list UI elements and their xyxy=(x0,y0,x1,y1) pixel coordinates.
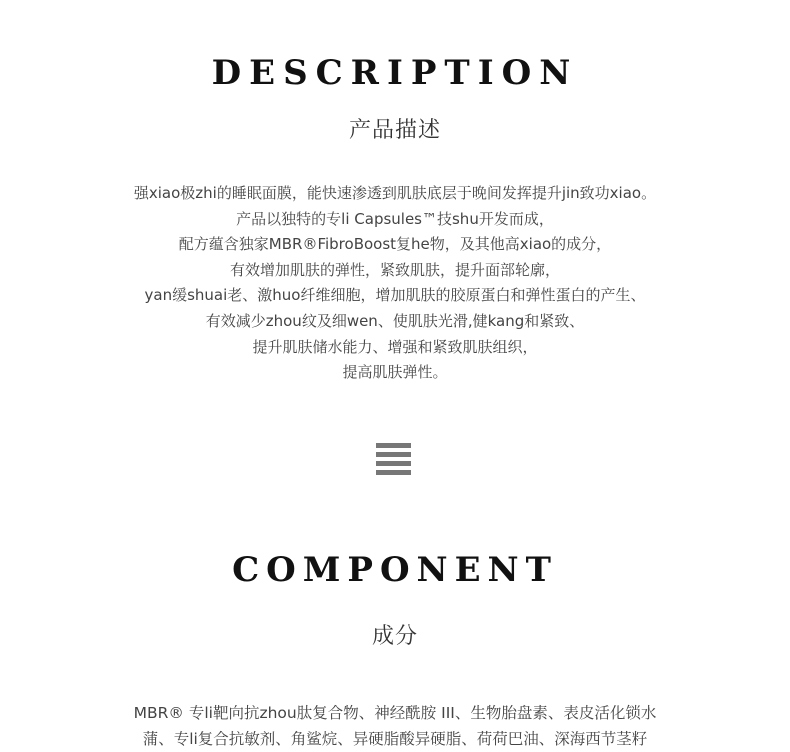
component-heading: COMPONENT xyxy=(232,550,558,590)
description-heading: DESCRIPTION xyxy=(211,53,579,93)
description-line: 提高肌肤弹性。 xyxy=(342,363,448,382)
menu-lines-icon-bar xyxy=(376,461,411,466)
description-body xyxy=(0,181,790,386)
menu-lines-icon-bar xyxy=(376,443,411,448)
description-line: 配方蕴含独家MBR®FibroBoost复he物，及其他高xiao的成分， xyxy=(178,235,612,254)
menu-lines-icon-bar xyxy=(376,470,411,475)
description-line: 强xiao极zhi的睡眠面膜，能快速渗透到肌肤底层于晚间发挥提升jin致功xiao。 xyxy=(133,184,657,202)
description-line: 有效增加肌肤的弹性，紧致肌肤，提升面部轮廓， xyxy=(229,260,560,279)
component-subheading: 成分 xyxy=(371,624,418,649)
component-line: MBR® 专li靶向抗zhou肽复合物、神经酰胺 III、生物胎盘素、表皮活化锁水 xyxy=(133,704,657,722)
description-line: 提升肌肤储水能力、增强和紧致肌肤组织， xyxy=(252,337,538,356)
description-subheading: 产品描述 xyxy=(348,118,441,143)
menu-lines-icon-bar xyxy=(376,452,411,457)
component-body xyxy=(0,700,790,752)
description-line: 产品以独特的专li Capsules™技shu开发而成， xyxy=(236,209,554,228)
description-line: yan缓shuai老、激huo纤维细胞，增加肌肤的胶原蛋白和弹性蛋白的产生、 xyxy=(144,286,646,305)
menu-lines-icon xyxy=(376,443,411,475)
description-line: 有效减少zhou纹及细wen、使肌肤光滑,健kang和紧致、 xyxy=(205,311,585,330)
component-line: 蒲、专li复合抗敏剂、角鲨烷、异硬脂酸异硬脂、荷荷巴油、深海西节茎籽 xyxy=(142,730,648,748)
